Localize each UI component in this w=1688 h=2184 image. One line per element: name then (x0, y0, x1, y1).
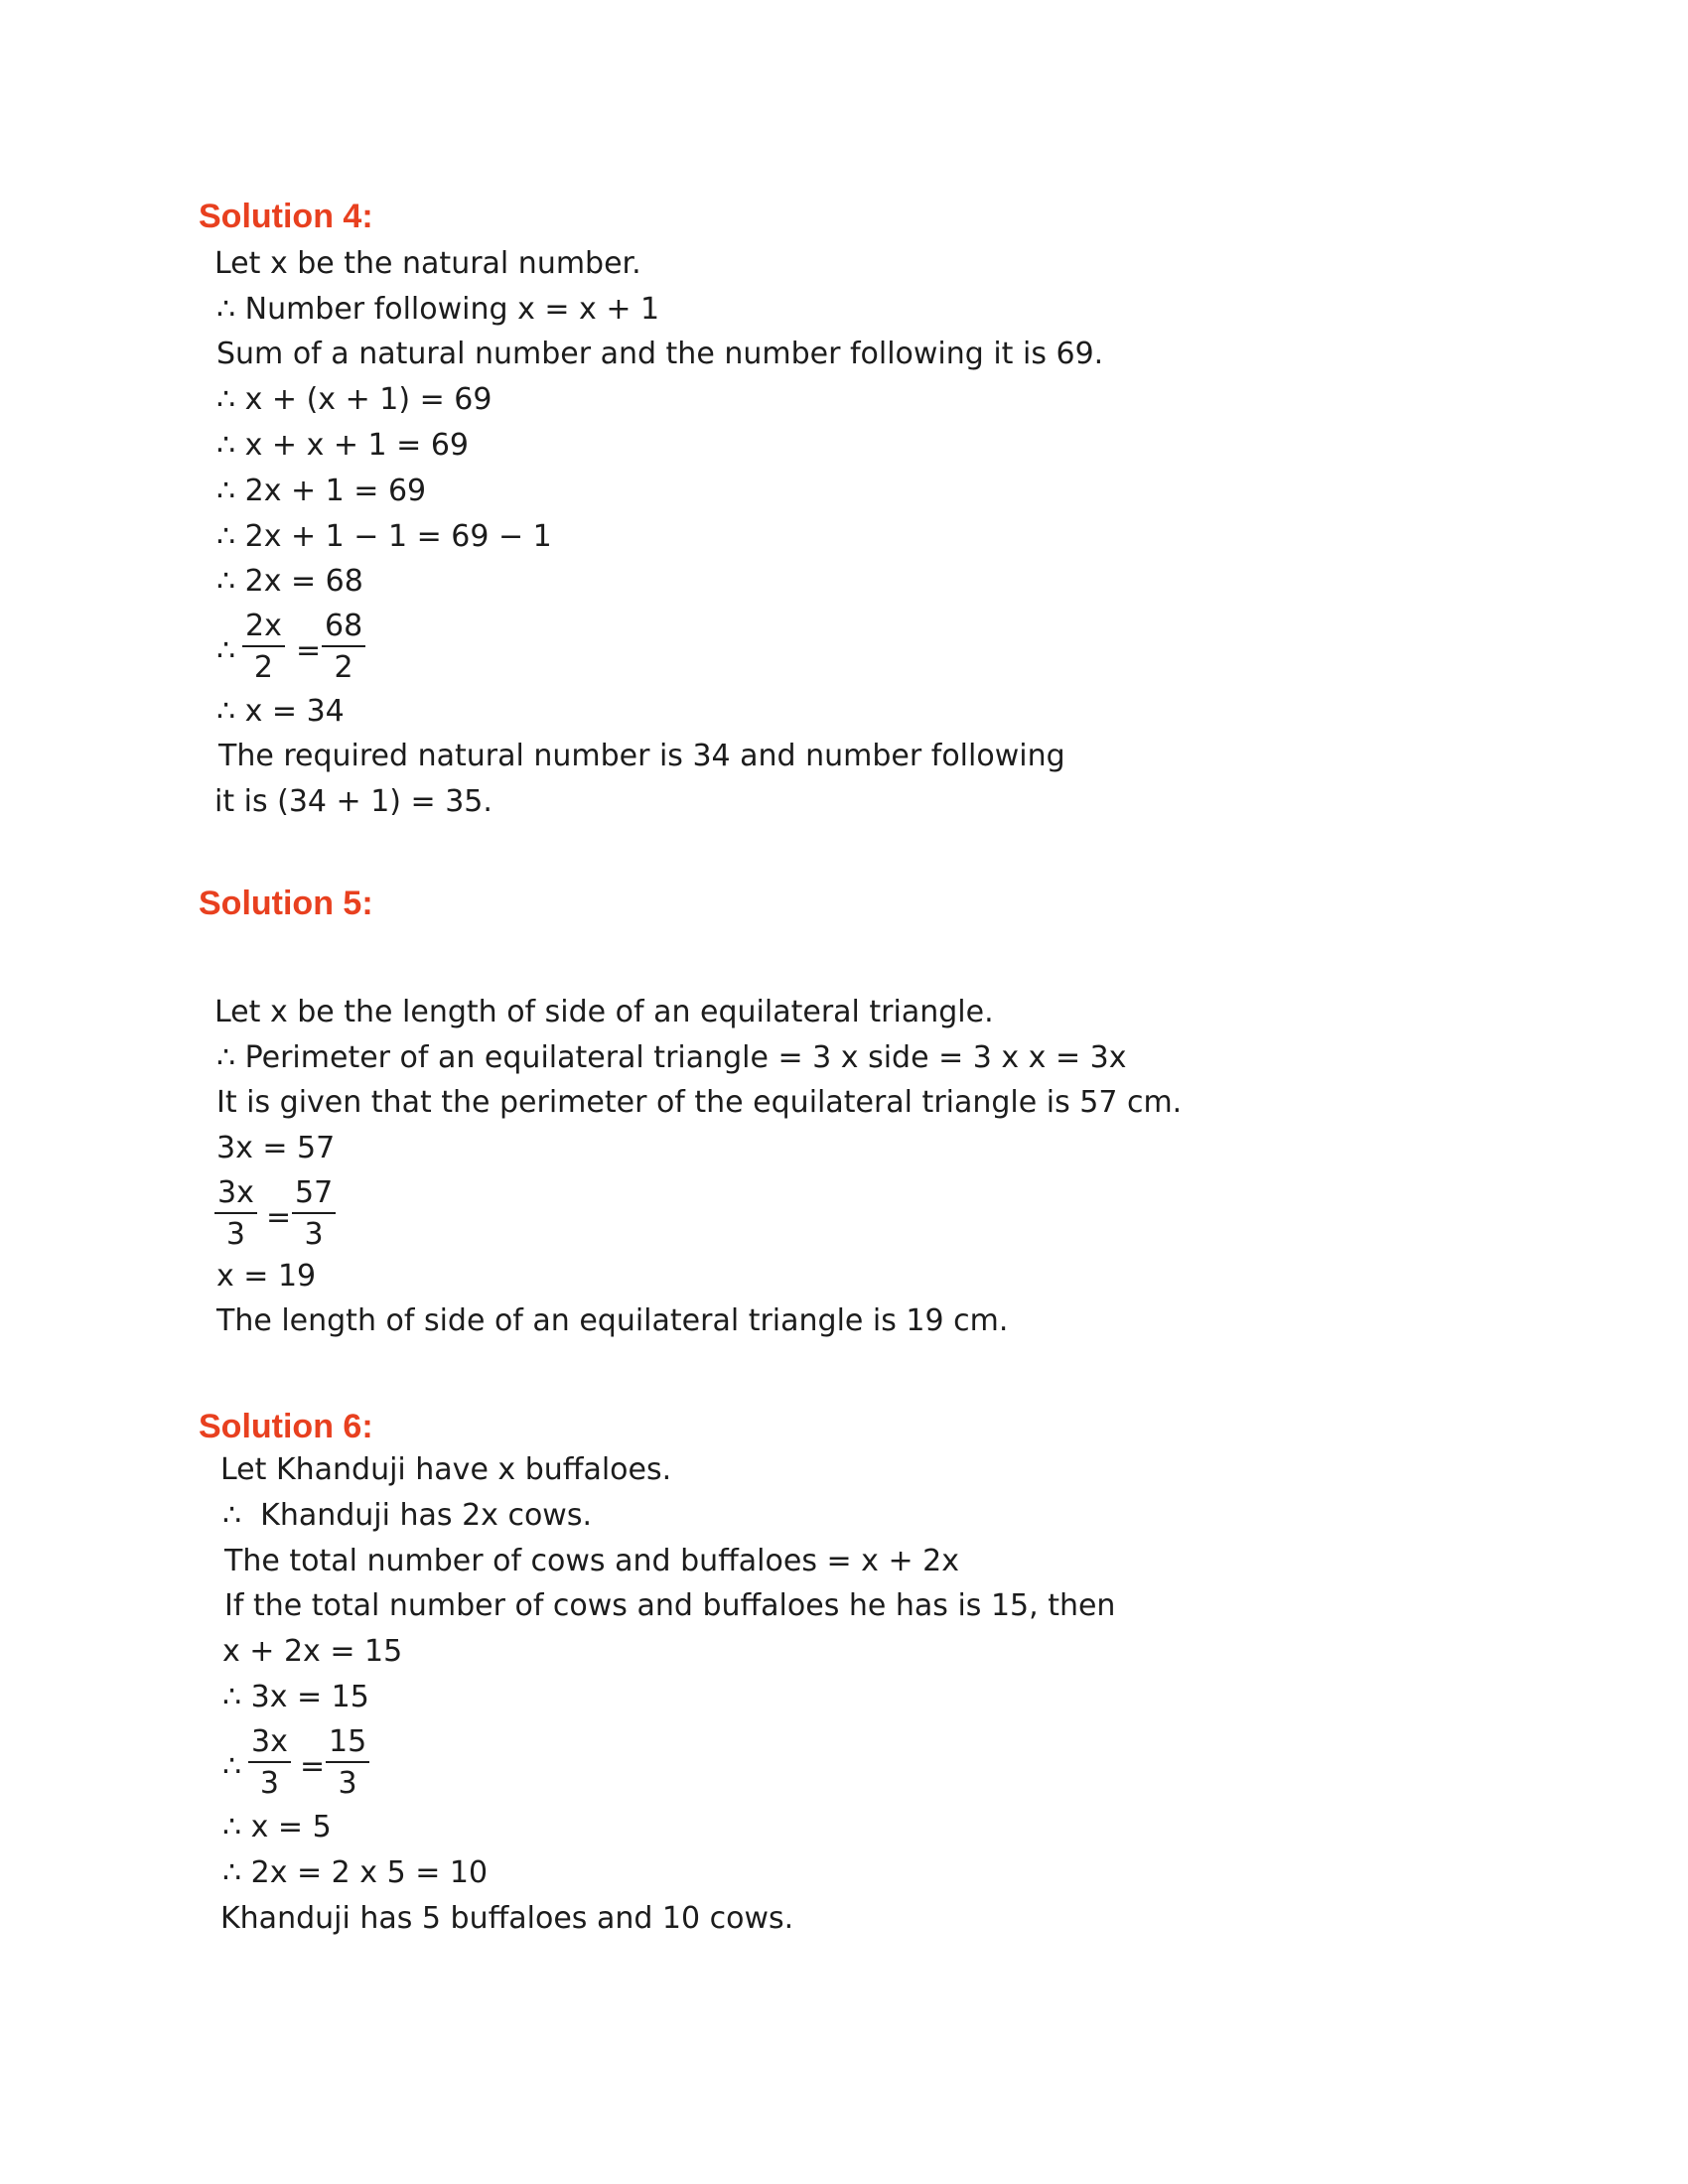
equals-sign: = (266, 1200, 292, 1235)
solution-5-heading: Solution 5: (199, 885, 373, 922)
solution-4-line: The required natural number is 34 and number following (218, 739, 1065, 773)
therefore-symbol: ∴ (222, 1749, 242, 1784)
solution-4-line: Sum of a natural number and the number following it is 69. (216, 337, 1104, 371)
solution-6-line: x + 2x = 15 (222, 1634, 403, 1669)
solution-6-line: ∴ Khanduji has 2x cows. (222, 1498, 592, 1533)
equals-sign: = (296, 633, 322, 668)
solution-4-line: ∴ 2x = 68 (216, 564, 363, 599)
fraction-numerator: 68 (322, 608, 365, 647)
solution-6-heading: Solution 6: (199, 1408, 373, 1445)
solution-6-line: If the total number of cows and buffaloes he has is 15, then (224, 1588, 1116, 1623)
right-fraction (322, 608, 365, 689)
solution-4-line: ∴ 2x + 1 = 69 (216, 474, 427, 508)
solution-5-line: It is given that the perimeter of the equilateral triangle is 57 cm. (216, 1085, 1183, 1120)
solution-6-line: ∴ 2x = 2 x 5 = 10 (222, 1855, 489, 1890)
solution-4-line: ∴ 2x + 1 − 1 = 69 − 1 (216, 519, 552, 554)
solution-5-line: ∴ Perimeter of an equilateral triangle = 3 x side = 3 x x = 3x (216, 1040, 1127, 1075)
fraction-numerator: 3x (214, 1174, 257, 1214)
solution-6-line: Let Khanduji have x buffaloes. (220, 1452, 672, 1487)
solution-6-line: ∴ 3x = 15 (222, 1680, 369, 1714)
fraction-numerator: 2x (242, 608, 285, 647)
left-fraction (214, 1174, 257, 1256)
right-fraction (326, 1723, 369, 1805)
solution-4-line: ∴ x = 34 (216, 694, 345, 729)
therefore-symbol: ∴ (216, 633, 236, 668)
right-fraction (292, 1174, 336, 1256)
solution-4-heading: Solution 4: (199, 198, 373, 235)
solution-6-line: The total number of cows and buffaloes = x + 2x (224, 1544, 959, 1578)
solution-5-line: 3x = 57 (216, 1131, 336, 1165)
fraction-denominator: 3 (304, 1217, 324, 1252)
equals-sign: = (300, 1749, 326, 1784)
fraction-denominator: 2 (253, 650, 273, 685)
fraction-numerator: 57 (292, 1174, 336, 1214)
fraction-numerator: 3x (248, 1723, 291, 1763)
solution-5-line: Let x be the length of side of an equilateral triangle. (214, 995, 994, 1029)
solution-4-line: ∴ Number following x = x + 1 (216, 292, 660, 327)
solution-4-line: ∴ x + x + 1 = 69 (216, 428, 470, 463)
solution-5-line: The length of side of an equilateral triangle is 19 cm. (216, 1303, 1009, 1338)
solution-6-line: ∴ x = 5 (222, 1810, 332, 1844)
fraction-denominator: 3 (338, 1766, 357, 1801)
left-fraction (248, 1723, 291, 1805)
fraction-denominator: 3 (225, 1217, 245, 1252)
fraction-denominator: 2 (334, 650, 353, 685)
solution-4-line: it is (34 + 1) = 35. (214, 784, 492, 819)
left-fraction (242, 608, 285, 689)
fraction-numerator: 15 (326, 1723, 369, 1763)
solution-4-line: Let x be the natural number. (214, 246, 641, 281)
fraction-denominator: 3 (259, 1766, 279, 1801)
solution-6-line: Khanduji has 5 buffaloes and 10 cows. (220, 1901, 794, 1936)
solution-4-line: ∴ x + (x + 1) = 69 (216, 382, 492, 417)
solution-5-line: x = 19 (216, 1259, 317, 1294)
